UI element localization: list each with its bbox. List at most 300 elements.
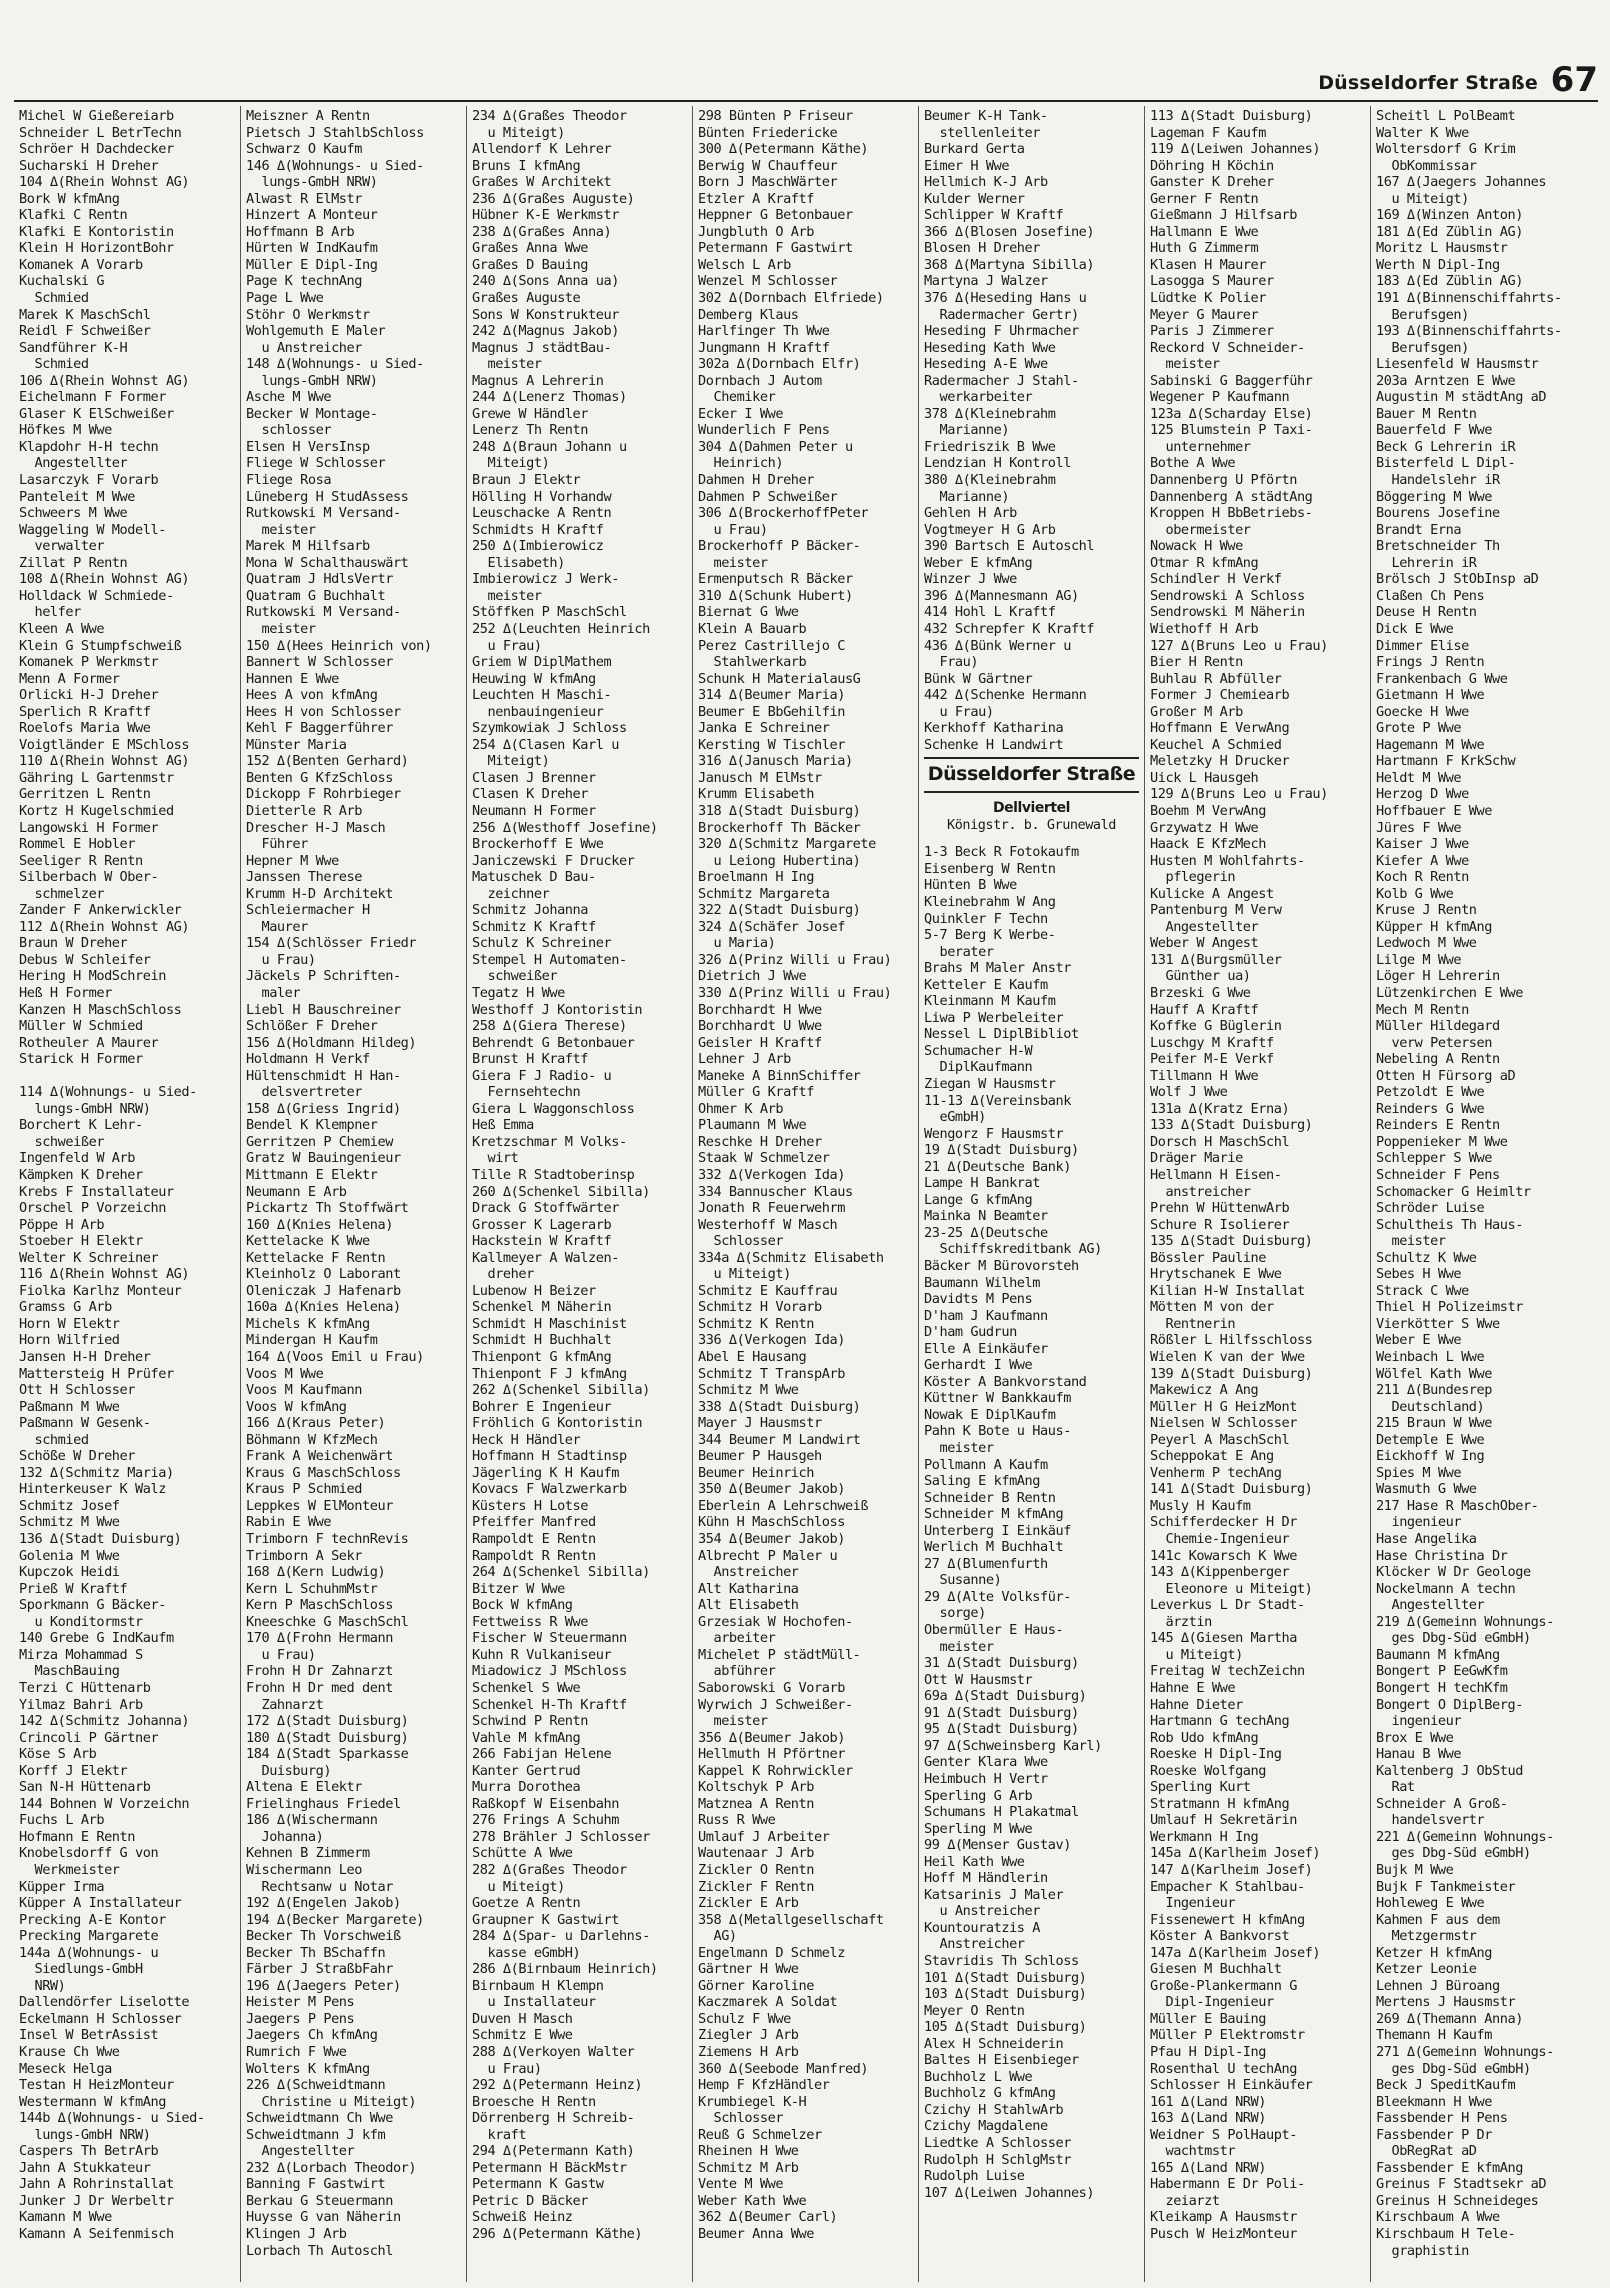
- directory-entry: Page L Wwe: [246, 290, 324, 307]
- directory-entry: Braun W Dreher: [19, 935, 128, 952]
- directory-entry: u Frau): [246, 1646, 316, 1663]
- directory-entry: u Miteigt): [1376, 190, 1469, 207]
- directory-entry: Dahmen P Schweißer: [698, 488, 838, 505]
- directory-entry: Szymkowiak J Schloss: [472, 720, 627, 737]
- directory-entry: Beumer Heinrich: [698, 1464, 815, 1481]
- directory-entry: Kolb G Wwe: [1376, 885, 1454, 902]
- directory-entry: Haack E KfzMech: [1150, 836, 1267, 853]
- directory-entry: Jansen H-H Dreher: [19, 1349, 151, 1366]
- directory-entry: 378 Δ(Kleinebrahm: [924, 405, 1056, 422]
- directory-entry: 344 Beumer M Landwirt: [698, 1431, 861, 1448]
- directory-entry: Tille R Stadtoberinsp: [472, 1167, 635, 1183]
- directory-entry: Westhoff J Kontoristin: [472, 1001, 643, 1018]
- directory-entry: 152 Δ(Benten Gerhard): [246, 753, 409, 770]
- directory-entry: Jüres F Wwe: [1376, 819, 1462, 836]
- directory-entry: Rößler L Hilfsschloss: [1150, 1332, 1313, 1349]
- directory-column-2: [240, 106, 466, 2282]
- directory-entry: Asche M Wwe: [246, 389, 332, 406]
- directory-entry: Chemiker: [698, 389, 776, 406]
- directory-entry: Marek K MaschSchl: [19, 306, 151, 323]
- directory-entry: Bohrer E Ingenieur: [472, 1398, 612, 1415]
- directory-entry: Russ R Wwe: [698, 1812, 776, 1829]
- directory-entry: Färber J StraßbFahr: [246, 1961, 393, 1978]
- directory-entry: Kahmen F aus dem: [1376, 1911, 1500, 1928]
- directory-entry: ärztin: [1150, 1613, 1212, 1630]
- directory-entry: Matuschek D Bau-: [472, 869, 596, 886]
- directory-entry: Fassbender E kfmAng: [1376, 2159, 1523, 2176]
- directory-entry: Petermann K Gastw: [472, 2176, 604, 2193]
- directory-entry: Janssen Therese: [246, 869, 363, 886]
- directory-entry: Schulz F Wwe: [698, 2010, 791, 2027]
- directory-entry: u Frau): [472, 2060, 542, 2077]
- directory-entry: Werkmann H Ing: [1150, 1828, 1259, 1845]
- directory-entry: Themann H Kaufm: [1376, 2027, 1493, 2044]
- directory-entry: Thienpont G kfmAng: [472, 1349, 612, 1366]
- directory-entry: Stempel H Automaten-: [472, 951, 627, 968]
- directory-entry: 191 Δ(Binnenschiffahrts-: [1376, 290, 1562, 307]
- directory-entry: 262 Δ(Schenkel Sibilla): [472, 1382, 650, 1399]
- directory-entry: 336 Δ(Verkogen Ida): [698, 1332, 845, 1349]
- directory-entry: Pusch W HeizMonteur: [1150, 2226, 1297, 2242]
- directory-entry: Meletzky H Drucker: [1150, 753, 1290, 770]
- directory-entry: ObRegRat aD: [1376, 2143, 1477, 2160]
- directory-entry: Welsch L Arb: [698, 256, 791, 273]
- directory-entry: 160 Δ(Knies Helena): [246, 1216, 393, 1233]
- directory-entry: u Miteigt): [698, 1266, 791, 1283]
- directory-entry: 362 Δ(Beumer Carl): [698, 2209, 838, 2226]
- directory-entry: Gerritzen P Chemiew: [246, 1133, 393, 1150]
- directory-entry: 136 Δ(Stadt Duisburg): [19, 1531, 182, 1548]
- directory-entry: Siedlungs-GmbH: [19, 1961, 143, 1978]
- directory-entry: Graßes D Bauing: [472, 256, 589, 273]
- directory-entry: Dimmer Elise: [1376, 637, 1469, 654]
- directory-entry: Schmidt H Maschinist: [472, 1315, 627, 1332]
- directory-entry: 232 Δ(Lorbach Theodor): [246, 2159, 417, 2176]
- directory-entry: Fliege Rosa: [246, 472, 332, 489]
- directory-entry: Michels K kfmAng: [246, 1315, 370, 1332]
- directory-entry: Langowski H Former: [19, 819, 159, 836]
- directory-entry: Frank A Weichenwärt: [246, 1448, 393, 1465]
- directory-entry: 133 Δ(Stadt Duisburg): [1150, 1117, 1313, 1134]
- directory-entry: 150 Δ(Hees Heinrich von): [246, 637, 432, 654]
- directory-entry: Eleonore u Miteigt): [1150, 1580, 1313, 1597]
- directory-entry: 414 Hohl L Kraftf: [924, 604, 1056, 621]
- directory-entry: Horn Wilfried: [19, 1332, 120, 1349]
- directory-entry: Sabinski G Baggerführ: [1150, 372, 1313, 389]
- directory-entry: 215 Braun W Wwe: [1376, 1415, 1493, 1432]
- directory-entry: 358 Δ(Metallgesellschaft: [698, 1911, 884, 1928]
- directory-entry: Liebl H Bauschreiner: [246, 1001, 401, 1018]
- directory-entry: Kiefer A Wwe: [1376, 852, 1469, 869]
- directory-entry: Harlfinger Th Wwe: [698, 323, 830, 340]
- directory-entry: Plaumann M Wwe: [698, 1117, 807, 1134]
- directory-entry: Beck J SpeditKaufm: [1376, 2077, 1516, 2094]
- directory-entry: Rutkowski M Versand-: [246, 604, 401, 621]
- directory-entry: Leverkus L Dr Stadt-: [1150, 1597, 1305, 1614]
- directory-entry: 69a Δ(Stadt Duisburg): [924, 1688, 1087, 1705]
- directory-entry: Hübner K-E Werkmstr: [472, 207, 619, 224]
- directory-entry: Hanau B Wwe: [1376, 1746, 1462, 1763]
- directory-entry: Dallendörfer Liselotte: [19, 1994, 190, 2011]
- directory-entry: Brox E Wwe: [1376, 1729, 1454, 1746]
- directory-entry: Hültenschmidt H Han-: [246, 1067, 401, 1084]
- directory-entry: Kappel K Rohrwickler: [698, 1762, 853, 1779]
- directory-entry: Sperling M Wwe: [924, 1820, 1033, 1837]
- directory-entry: Crincoli P Gärtner: [19, 1729, 159, 1746]
- directory-entry: Birnbaum H Klempn: [472, 1977, 604, 1994]
- directory-entry: 436 Δ(Bünk Werner u: [924, 637, 1071, 654]
- directory-entry: Hürten W IndKaufm: [246, 240, 378, 257]
- directory-entry: Frohn H Dr Zahnarzt: [246, 1663, 393, 1680]
- directory-entry: 254 Δ(Clasen Karl u: [472, 736, 619, 753]
- directory-entry: Banning F Gastwirt: [246, 2176, 386, 2193]
- directory-entry: Nowack H Wwe: [1150, 538, 1243, 555]
- directory-entry: Rabin E Wwe: [246, 1514, 332, 1531]
- directory-entry: u Frau): [472, 637, 542, 654]
- directory-entry: Heß Emma: [472, 1117, 534, 1134]
- directory-entry: berater: [924, 943, 994, 960]
- directory-entry: Hellmann H Eisen-: [1150, 1167, 1282, 1183]
- directory-entry: Bannert W Schlosser: [246, 654, 393, 671]
- directory-entry: Grewe W Händler: [472, 405, 589, 422]
- directory-entry: Schmitz M Wwe: [19, 1514, 120, 1531]
- directory-entry: 139 Δ(Stadt Duisburg): [1150, 1365, 1313, 1382]
- directory-entry: Keuchel A Schmied: [1150, 736, 1282, 753]
- directory-entry: Thienpont F J kfmAng: [472, 1365, 627, 1382]
- directory-entry: Greinus H Schneideges: [1376, 2192, 1539, 2209]
- directory-entry: Alex H Schneiderin: [924, 2035, 1064, 2052]
- directory-entry: 186 Δ(Wischermann: [246, 1812, 378, 1829]
- directory-entry: Rat: [1376, 1779, 1415, 1796]
- directory-entry: MaschBauing: [19, 1663, 120, 1680]
- directory-entry: Schmitz Josef: [19, 1497, 120, 1514]
- directory-entry: Ohmer K Arb: [698, 1100, 784, 1117]
- directory-entry: Becker W Montage-: [246, 405, 378, 422]
- directory-entry: Michelet P städtMüll-: [698, 1646, 861, 1663]
- directory-entry: Metzgermstr: [1376, 1928, 1477, 1945]
- directory-entry: Krumm H-D Architekt: [246, 885, 393, 902]
- directory-entry: graphistin: [1376, 2242, 1469, 2259]
- directory-entry: Dannenberg U Pförtn: [1150, 472, 1297, 489]
- directory-column-1: [14, 106, 240, 2282]
- directory-entry: Eckelmann H Schlosser: [19, 2010, 182, 2027]
- directory-entry: ges Dbg-Süd eGmbH): [1376, 2060, 1531, 2077]
- directory-entry: Bäcker M Bürovorsteh: [924, 1258, 1079, 1274]
- directory-entry: lungs-GmbH NRW): [246, 174, 378, 191]
- directory-entry: Jäckels P Schriften-: [246, 968, 401, 985]
- directory-entry: helfer: [19, 604, 81, 621]
- directory-entry: Kaczmarek A Soldat: [698, 1994, 838, 2011]
- directory-entry: verw Petersen: [1376, 1034, 1493, 1051]
- directory-entry: Kuchalski G: [19, 273, 105, 290]
- directory-entry: San N-H Hüttenarb: [19, 1779, 151, 1796]
- directory-entry: Pfau H Dipl-Ing: [1150, 2043, 1267, 2060]
- directory-entry: Heimbuch H Vertr: [924, 1770, 1048, 1787]
- directory-entry: Sendrowski A Schloss: [1150, 587, 1305, 604]
- directory-entry: Geisler H Kraftf: [698, 1034, 822, 1051]
- directory-entry: Drescher H-J Masch: [246, 819, 386, 836]
- directory-entry: 91 Δ(Stadt Duisburg): [924, 1704, 1079, 1721]
- directory-entry: 354 Δ(Beumer Jakob): [698, 1531, 845, 1548]
- directory-entry: Jungbluth O Arb: [698, 223, 815, 240]
- directory-entry: Deutschland): [1376, 1398, 1485, 1415]
- directory-entry: 145a Δ(Karlheim Josef): [1150, 1845, 1321, 1862]
- directory-entry: Kerkhoff Katharina: [924, 720, 1064, 737]
- directory-entry: Sperling Kurt: [1150, 1779, 1251, 1796]
- directory-entry: Greinus F Stadtsekr aD: [1376, 2176, 1547, 2193]
- directory-entry: Hartmann G techAng: [1150, 1713, 1290, 1730]
- directory-entry: Precking A-E Kontor: [19, 1911, 166, 1928]
- directory-entry: 129 Δ(Bruns Leo u Frau): [1150, 786, 1328, 803]
- directory-entry: 27 Δ(Blumenfurth: [924, 1555, 1048, 1572]
- directory-entry: u Leiong Hubertina): [698, 852, 861, 869]
- directory-entry: Mech M Rentn: [1376, 1001, 1469, 1018]
- directory-entry: 193 Δ(Binnenschiffahrts-: [1376, 323, 1562, 340]
- directory-entry: Nebeling A Rentn: [1376, 1051, 1500, 1068]
- directory-entry: u Anstreicher: [246, 339, 363, 356]
- directory-entry: 183 Δ(Ed Züblin AG): [1376, 273, 1523, 290]
- directory-entry: Schmitz E Kauffrau: [698, 1282, 838, 1299]
- directory-entry: Former J Chemiearb: [1150, 687, 1290, 704]
- directory-entry: Hünten B Wwe: [924, 877, 1017, 894]
- directory-entry: Michel W Gießereiarb: [19, 108, 174, 124]
- directory-entry: 127 Δ(Bruns Leo u Frau): [1150, 637, 1328, 654]
- directory-entry: 258 Δ(Giera Therese): [472, 1018, 627, 1035]
- directory-entry: Meyer O Rentn: [924, 2002, 1025, 2019]
- directory-column-6: [1144, 106, 1370, 2282]
- directory-entry: Stavridis Th Schloss: [924, 1952, 1079, 1969]
- directory-entry: Murra Dorothea: [472, 1779, 581, 1796]
- directory-entry: 144 Bohnen W Vorzeichn: [19, 1795, 190, 1812]
- directory-entry: 324 Δ(Schäfer Josef: [698, 918, 845, 935]
- directory-entry: Rheinen H Wwe: [698, 2143, 799, 2160]
- section-district: Dellviertel: [992, 800, 1071, 817]
- directory-entry: Lasogga S Maurer: [1150, 273, 1274, 290]
- directory-entry: Thiel H Polizeimstr: [1376, 1299, 1523, 1316]
- directory-entry: Bretschneider Th: [1376, 538, 1500, 555]
- directory-entry: Born J MaschWärter: [698, 174, 838, 191]
- directory-entry: Ermenputsch R Bäcker: [698, 571, 853, 588]
- directory-entry: Griem W DiplMathem: [472, 654, 612, 671]
- directory-entry: 244 Δ(Lenerz Thomas): [472, 389, 627, 406]
- directory-entry: meister: [246, 521, 316, 538]
- directory-entry: Ott H Schlosser: [19, 1382, 136, 1399]
- directory-entry: Zickler O Rentn: [698, 1861, 815, 1878]
- directory-entry: Empacher K Stahlbau-: [1150, 1878, 1305, 1895]
- directory-entry: Horn W Elektr: [19, 1315, 120, 1332]
- directory-entry: Heister M Pens: [246, 1994, 355, 2011]
- directory-entry: 316 Δ(Janusch Maria): [698, 753, 853, 770]
- directory-entry: Rechtsanw u Notar: [246, 1878, 393, 1895]
- directory-entry: Schmidt H Buchhalt: [472, 1332, 612, 1349]
- directory-entry: Schenke H Landwirt: [924, 736, 1064, 753]
- directory-entry: Ziemens H Arb: [698, 2043, 799, 2060]
- directory-entry: Kamann M Wwe: [19, 2209, 112, 2226]
- directory-entry: Kallmeyer A Walzen-: [472, 1249, 619, 1266]
- directory-entry: Kleinmann M Kaufm: [924, 993, 1056, 1010]
- directory-entry: Musly H Kaufm: [1150, 1497, 1251, 1514]
- directory-entry: Heß H Former: [19, 984, 112, 1001]
- directory-entry: Jungmann H Kraftf: [698, 339, 830, 356]
- directory-entry: Mirza Mohammad S: [19, 1646, 143, 1663]
- directory-entry: ingenieur: [1376, 1713, 1462, 1730]
- directory-entry: Wyrwich J Schweißer-: [698, 1696, 853, 1713]
- directory-entry: Bitzer W Wwe: [472, 1580, 565, 1597]
- directory-entry: kasse eGmbH): [472, 1944, 581, 1961]
- directory-entry: Lampe H Bankrat: [924, 1175, 1041, 1192]
- directory-entry: Müller P Elektromstr: [1150, 2027, 1305, 2044]
- directory-entry: Hoffmann B Arb: [246, 223, 355, 240]
- directory-entry: Fischer W Steuermann: [472, 1630, 627, 1647]
- directory-entry: Blosen H Dreher: [924, 240, 1041, 257]
- directory-entry: Leuschacke A Rentn: [472, 505, 612, 522]
- directory-entry: 104 Δ(Rhein Wohnst AG): [19, 174, 190, 191]
- directory-entry: Stratmann H kfmAng: [1150, 1795, 1290, 1812]
- directory-entry: Bujk M Wwe: [1376, 1861, 1454, 1878]
- directory-entry: 396 Δ(Mannesmann AG): [924, 587, 1079, 604]
- directory-entry: Müller E Bauing: [1150, 2010, 1267, 2027]
- directory-entry: 264 Δ(Schenkel Sibilla): [472, 1564, 650, 1581]
- directory-entry: maler: [246, 984, 301, 1001]
- directory-entry: Petermann H BäckMstr: [472, 2159, 627, 2176]
- directory-entry: 310 Δ(Schunk Hubert): [698, 587, 853, 604]
- directory-entry: Meseck Helga: [19, 2060, 112, 2077]
- directory-entry: Gerhardt I Wwe: [924, 1357, 1033, 1374]
- directory-entry: Kovacs F Walzwerkarb: [472, 1481, 627, 1498]
- directory-entry: Lilge M Wwe: [1376, 951, 1462, 968]
- directory-entry: Küttner W Bankkaufm: [924, 1390, 1071, 1407]
- directory-entry: Stöffken P MaschSchl: [472, 604, 627, 621]
- directory-entry: Miteigt): [472, 455, 550, 472]
- directory-entry: 103 Δ(Stadt Duisburg): [924, 1986, 1087, 2003]
- directory-entry: u Miteigt): [472, 124, 565, 141]
- directory-entry: Rudolph H SchlgMstr: [924, 2151, 1071, 2168]
- directory-entry: Habermann E Dr Poli-: [1150, 2176, 1305, 2193]
- directory-entry: 368 Δ(Martyna Sibilla): [924, 256, 1095, 273]
- directory-column-7: [1370, 106, 1596, 2282]
- directory-entry: Schulz K Schreiner: [472, 935, 612, 952]
- directory-entry: Voos M Kaufmann: [246, 1382, 363, 1399]
- directory-entry: Fettweiss R Wwe: [472, 1613, 589, 1630]
- directory-entry: Benten G KfzSchloss: [246, 769, 393, 786]
- directory-entry: Etzler A Kraftf: [698, 190, 815, 207]
- directory-entry: Bendel K Klempner: [246, 1117, 378, 1134]
- directory-entry: Bongert H techKfm: [1376, 1679, 1508, 1696]
- directory-entry: 123a Δ(Scharday Else): [1150, 405, 1313, 422]
- directory-entry: Gerritzen L Rentn: [19, 786, 151, 803]
- directory-entry: 350 Δ(Beumer Jakob): [698, 1481, 845, 1498]
- directory-entry: Radermacher J Stahl-: [924, 372, 1079, 389]
- directory-entry: Borchert K Lehr-: [19, 1117, 143, 1134]
- directory-entry: Oleniczak J Hafenarb: [246, 1282, 401, 1299]
- directory-entry: Werth N Dipl-Ing: [1376, 256, 1500, 273]
- directory-entry: Hinterkeuser K Walz: [19, 1481, 166, 1498]
- directory-entry: Dörrenberg H Schreib-: [472, 2110, 635, 2127]
- directory-entry: Lendzian H Kontroll: [924, 455, 1071, 472]
- directory-entry: Wolf J Wwe: [1150, 1084, 1228, 1101]
- directory-entry: Jaegers Ch kfmAng: [246, 2027, 378, 2044]
- directory-entry: 240 Δ(Sons Anna ua): [472, 273, 619, 290]
- directory-entry: Zickler F Rentn: [698, 1878, 815, 1895]
- directory-entry: Koltschyk P Arb: [698, 1779, 815, 1796]
- directory-entry: Alt Elisabeth: [698, 1597, 799, 1614]
- directory-entry: anstreicher: [1150, 1183, 1251, 1200]
- directory-entry: 29 Δ(Alte Volksfür-: [924, 1588, 1071, 1605]
- directory-entry: u Konditormstr: [19, 1613, 143, 1630]
- directory-entry: Heinrich): [698, 455, 784, 472]
- directory-entry: Genter Klara Wwe: [924, 1754, 1048, 1771]
- directory-entry: Komanek P Werkmstr: [19, 654, 159, 671]
- directory-entry: 21 Δ(Deutsche Bank): [924, 1158, 1071, 1175]
- directory-entry: Müller W Schmied: [19, 1018, 143, 1035]
- directory-entry: Otmar R kfmAng: [1150, 554, 1259, 571]
- directory-entry: 145 Δ(Giesen Martha: [1150, 1630, 1297, 1647]
- directory-entry: 131a Δ(Kratz Erna): [1150, 1100, 1290, 1117]
- directory-entry: 99 Δ(Menser Gustav): [924, 1837, 1071, 1854]
- directory-entry: Kanter Gertrud: [472, 1762, 581, 1779]
- directory-entry: Christine u Miteigt): [246, 2093, 417, 2110]
- directory-entry: Mayer J Hausmstr: [698, 1415, 822, 1432]
- directory-entry: Hees A von kfmAng: [246, 687, 378, 704]
- directory-entry: Borchhardt U Wwe: [698, 1018, 822, 1035]
- directory-entry: Mertens J Hausmstr: [1376, 1994, 1516, 2011]
- directory-entry: Schneider M kfmAng: [924, 1506, 1064, 1523]
- directory-entry: Goetze A Rentn: [472, 1895, 581, 1912]
- directory-entry: 163 Δ(Land NRW): [1150, 2110, 1267, 2127]
- directory-entry: Zickler E Arb: [698, 1895, 799, 1912]
- directory-entry: Matznea A Rentn: [698, 1795, 815, 1812]
- directory-entry: Schweers M Wwe: [19, 505, 128, 522]
- directory-entry: Lützenkirchen E Wwe: [1376, 984, 1523, 1001]
- directory-entry: Ziegan W Hausmstr: [924, 1075, 1056, 1092]
- directory-entry: Sperlich R Kraftf: [19, 703, 151, 720]
- directory-entry: Koffke G Büglerin: [1150, 1018, 1282, 1035]
- directory-entry: meister: [472, 587, 542, 604]
- directory-entry: meister: [1376, 1233, 1446, 1250]
- directory-entry: Orschel P Vorzeichn: [19, 1200, 166, 1217]
- directory-entry: Lüdtke K Polier: [1150, 290, 1267, 307]
- directory-entry: Angestellter: [19, 455, 128, 472]
- directory-entry: 112 Δ(Rhein Wohnst AG): [19, 918, 190, 935]
- directory-entry: Kuhn R Vulkaniseur: [472, 1646, 612, 1663]
- directory-entry: Reckord V Schneider-: [1150, 339, 1305, 356]
- directory-entry: Peyerl A MaschSchl: [1150, 1431, 1290, 1448]
- directory-entry: u Miteigt): [472, 1878, 565, 1895]
- directory-entry: 203a Arntzen E Wwe: [1376, 372, 1516, 389]
- directory-entry: Roeske H Dipl-Ing: [1150, 1746, 1282, 1763]
- directory-entry: Münster Maria: [246, 736, 347, 753]
- directory-entry: 1-3 Beck R Fotokaufm: [924, 844, 1079, 861]
- directory-entry: Ledwoch M Wwe: [1376, 935, 1477, 952]
- directory-entry: 131 Δ(Burgsmüller: [1150, 951, 1282, 968]
- directory-entry: Terzi C Hüttenarb: [19, 1679, 151, 1696]
- directory-entry: unternehmer: [1150, 438, 1251, 455]
- directory-entry: Rosenthal U techAng: [1150, 2060, 1297, 2077]
- directory-entry: lungs-GmbH NRW): [19, 1100, 151, 1117]
- directory-entry: Bothe A Wwe: [1150, 455, 1236, 472]
- directory-entry: Fuchs L Arb: [19, 1812, 105, 1829]
- directory-entry: 184 Δ(Stadt Sparkasse: [246, 1746, 409, 1763]
- directory-entry: Anstreicher: [698, 1564, 799, 1581]
- directory-entry: Kilian H-W Installat: [1150, 1282, 1305, 1299]
- directory-entry: Heldt M Wwe: [1376, 769, 1462, 786]
- directory-entry: lungs-GmbH NRW): [246, 372, 378, 389]
- directory-entry: Obermüller E Haus-: [924, 1622, 1064, 1639]
- directory-entry: Gratz W Bauingenieur: [246, 1150, 401, 1167]
- directory-entry: werkarbeiter: [924, 389, 1033, 406]
- directory-entry: Rotheuler A Maurer: [19, 1034, 159, 1051]
- directory-entry: Kruse J Rentn: [1376, 902, 1477, 919]
